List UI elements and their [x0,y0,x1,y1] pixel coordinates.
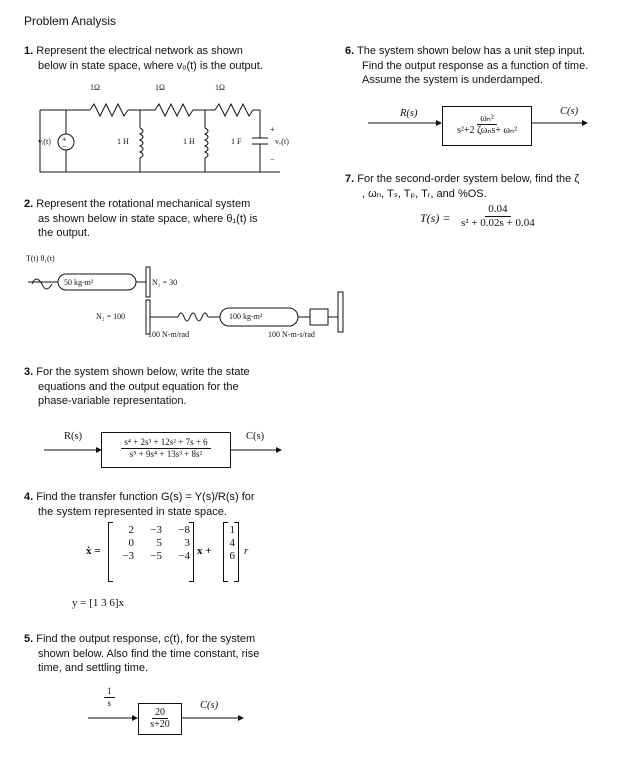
numerator: ωₙ² [477,113,497,125]
matrix-cell: 4 [229,537,235,549]
output-label: C(s) [246,431,265,442]
denominator: s⁵ + 9s⁴ + 13s³ + 8s² [129,449,203,459]
question-text: For the second-order system below, find the ζ [357,173,580,185]
question-text: time, and settling time. [38,662,149,674]
output-voltage-label: vₒ(t) [275,137,289,146]
matrix-cell: 0 [128,537,134,549]
matrix-cell: 1 [229,524,235,536]
numerator: 1 [104,686,115,698]
question-text: , ωₙ, Tₛ, Tₚ, Tᵣ, and %OS. [362,187,487,200]
question-6 [345,44,635,88]
question-text: as shown below in state space, where θ₁(t) is [38,212,258,225]
gear-1-label: N₁ = 30 [152,278,178,287]
matrix-cell: −5 [150,550,162,562]
denominator: s+20 [150,719,170,730]
transfer-function-rhs [458,203,538,230]
question-text: phase-variable representation. [38,395,187,407]
input-voltage-label: vᵢ(t) [38,137,51,146]
damper-label: 100 N-m-s/rad [268,330,315,339]
numerator: 20 [152,707,168,719]
input-label: R(s) [400,108,418,119]
question-text: the system represented in state space. [38,505,227,518]
question-text: Represent the electrical network as shown [36,45,243,57]
inductor-1-label: 1 H [117,137,129,146]
question-text: equations and the output equation for the [38,380,239,393]
question-text: Find the output response, c(t), for the system [36,633,256,645]
question-text: shown below. Also find the time constant, rise [38,647,260,660]
matrix-cell: −3 [150,524,162,536]
matrix-cell: −8 [178,524,190,536]
spring-label: 100 N-m/rad [148,330,190,339]
matrix-a [108,522,194,582]
question-text: the output. [38,227,90,239]
transfer-function-block [138,703,182,735]
resistor-1-label: 1Ω [90,83,100,92]
question-7 [345,172,635,201]
state-derivative-label: ẋ = [86,545,101,557]
page-title: Problem Analysis [24,14,117,28]
gear-2-label: N₂ = 100 [96,312,126,321]
question-number: 5. [24,633,34,645]
matrix-cell: 5 [156,537,162,549]
question-number: 3. [24,366,34,378]
numerator: 0.04 [485,203,510,217]
electrical-network-diagram [30,80,300,195]
resistor-2-label: 1Ω [155,83,165,92]
question-text: Represent the rotational mechanical system [36,198,251,210]
torque-label: T(t) θ₁(t) [26,254,55,263]
output-label: C(s) [560,106,579,117]
output-equation: y = [1 3 6]x [72,597,125,609]
question-number: 2. [24,198,34,210]
matrix-cell: −3 [122,550,134,562]
matrix-cell: 6 [229,550,235,562]
input-r-label: r [244,545,249,557]
denominator: s [107,698,111,708]
question-3 [24,365,324,409]
output-label: C(s) [200,700,219,711]
transfer-function-block [442,106,532,146]
question-text: Assume the system is underdamped. [362,74,543,86]
transfer-function-block [101,432,231,468]
svg-text:+: + [62,135,67,144]
inertia-1-label: 50 kg-m² [64,278,94,287]
question-number: 6. [345,45,355,57]
question-number: 4. [24,491,34,503]
question-2 [24,197,324,241]
question-text: The system shown below has a unit step input. [357,45,586,57]
question-5 [24,632,324,676]
question-4 [24,490,324,519]
matrix-cell: −4 [178,550,190,562]
question-number: 1. [24,45,34,57]
inertia-2-label: 100 kg-m² [229,312,263,321]
question-text: Find the transfer function G(s) = Y(s)/R(s) for [36,491,255,503]
matrix-b [223,522,239,582]
question-number: 7. [345,173,355,185]
matrix-cell: 2 [128,524,134,536]
svg-text:−: − [270,155,275,164]
denominator: s²+2 ζωₙs+ ωₙ² [457,125,517,136]
question-text: below in state space, where vₒ(t) is the output. [38,59,263,72]
svg-text:+: + [270,125,275,134]
question-text: Find the output response as a function of time. [362,59,589,72]
resistor-3-label: 1Ω [215,83,225,92]
denominator: s² + 0.02s + 0.04 [461,217,535,229]
x-plus-label: x + [197,545,212,557]
numerator: s⁴ + 2s³ + 12s² + 7s + 6 [121,437,210,449]
transfer-function-lhs: T(s) = [420,211,451,225]
capacitor-label: 1 F [231,137,242,146]
input-label: R(s) [64,431,83,442]
matrix-cell: 3 [184,537,190,549]
input-fraction [104,686,115,709]
inductor-2-label: 1 H [183,137,195,146]
svg-text:−: − [62,142,67,151]
question-text: For the system shown below, write the state [36,366,250,378]
question-1 [24,44,324,73]
